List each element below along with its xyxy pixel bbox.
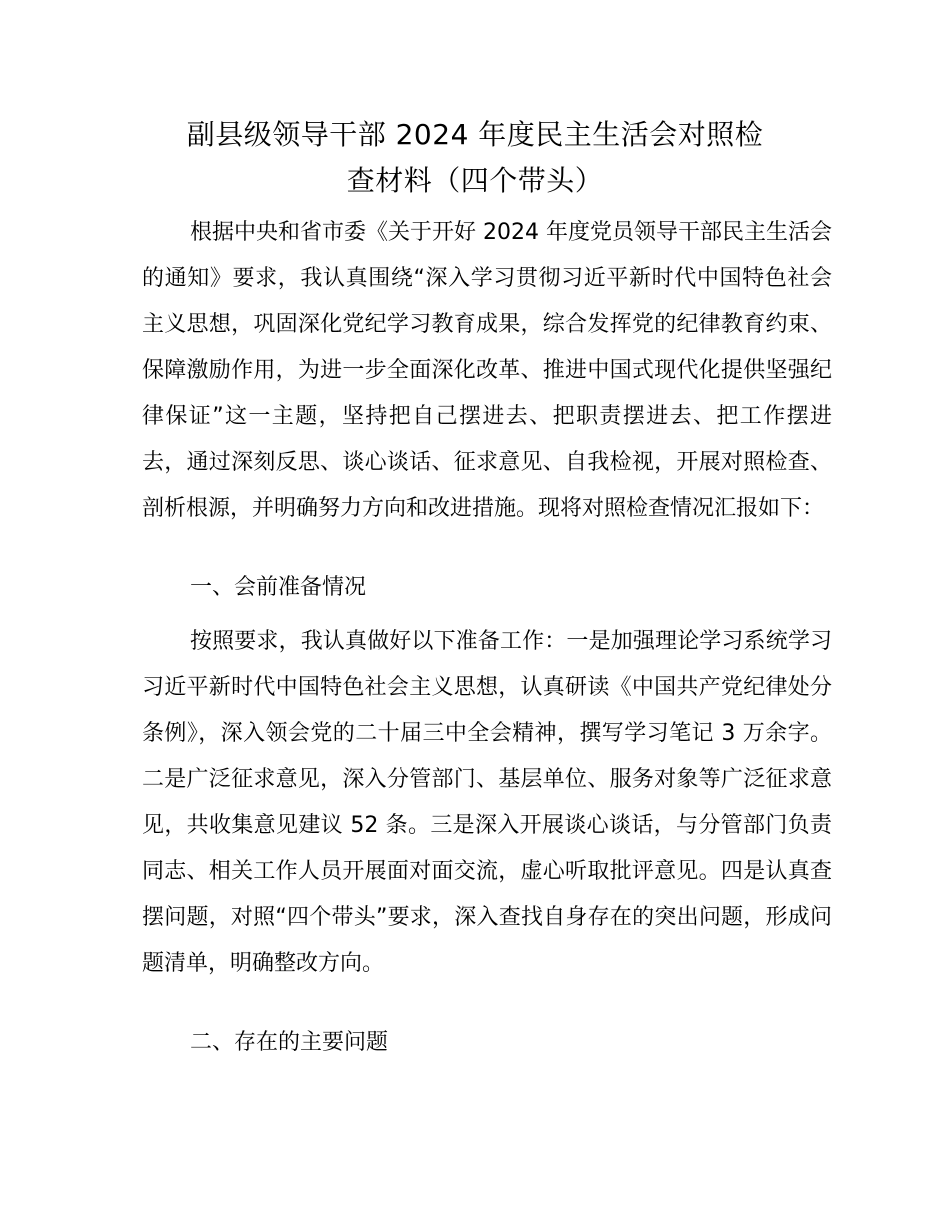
intro-paragraph: 根据中央和省市委《关于开好 2024 年度党员领导干部民主生活会的通知》要求，我认真围绕“深入学习贯彻习近平新时代中国特色社会主义思想，巩固深化党纪学习教育成果，综合发挥党的纪律教育约束、保障激励作用，为进一步全面深化改革、推进中国式现代化提供坚强纪律保证”这一主题，坚持把自己摆进去、把职责摆进去、把工作摆进去，通过深刻反思、谈心谈话、征求意见、自我检视，开展对照检查、剖析根源，并明确努力方向和改进措施。现将对照检查情况汇报如下： (142, 220, 832, 521)
document-title (140, 112, 810, 204)
preparation-paragraph: 按照要求，我认真做好以下准备工作：一是加强理论学习系统学习习近平新时代中国特色社会主义思想，认真研读《中国共产党纪律处分条例》，深入领会党的二十届三中全会精神，撰写学习笔记 3 万余字。二是广泛征求意见，深入分管部门、基层单位、服务对象等广泛征求意见，共收集意见建议 52 条。三是深入开展谈心谈话，与分管部门负责同志、相关工作人员开展面对面交流，虚心听取批评意见。四是认真查摆问题，对照“四个带头”要求，深入查找自身存在的突出问题，形成问题清单，明确整改方向。 (142, 629, 832, 976)
title-line-1: 副县级领导干部 2024 年度民主生活会对照检 (186, 118, 764, 151)
title-line-2: 查材料（四个带头） (346, 164, 604, 197)
section-heading-preparation: 一、会前准备情况 (190, 575, 367, 600)
section-heading-problems: 二、存在的主要问题 (190, 1030, 389, 1055)
